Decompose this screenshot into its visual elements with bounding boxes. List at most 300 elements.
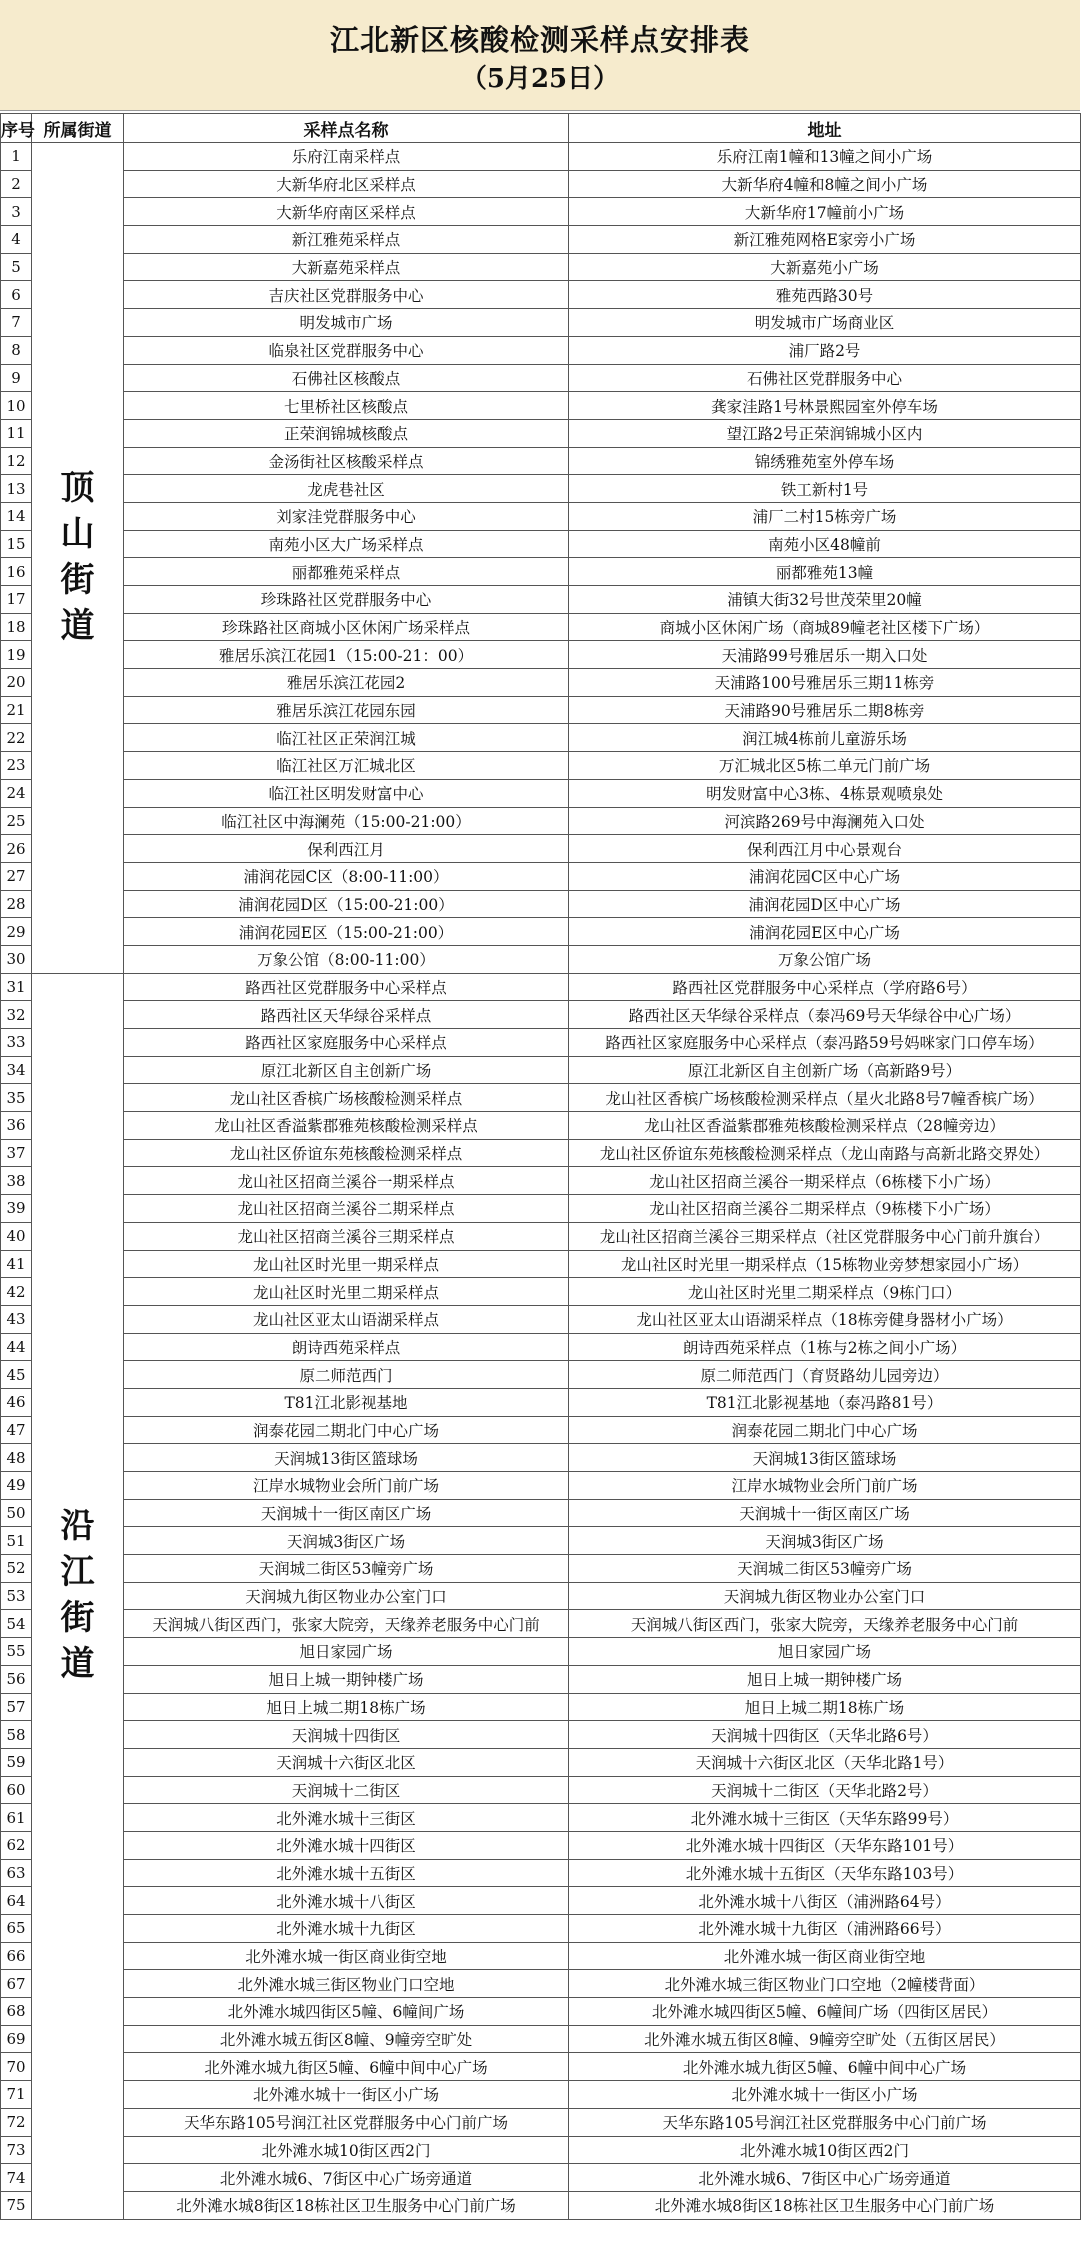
table-row [1, 1112, 1081, 1140]
row-site-name: 路西社区家庭服务中心采样点 [124, 1029, 569, 1057]
table-row [1, 918, 1081, 946]
row-site-name: 南苑小区大广场采样点 [124, 530, 569, 558]
row-seq: 73 [1, 2136, 32, 2164]
row-seq: 29 [1, 918, 32, 946]
table-row [1, 1942, 1081, 1970]
row-site-name: 北外滩水城十五街区 [124, 1859, 569, 1887]
row-seq: 24 [1, 779, 32, 807]
row-address: 天润城九街区物业办公室门口 [569, 1582, 1081, 1610]
row-site-name: 北外滩水城十八街区 [124, 1887, 569, 1915]
table-row [1, 1804, 1081, 1832]
header-seq: 序号 [1, 114, 32, 143]
row-site-name: 天润城十二街区 [124, 1776, 569, 1804]
table-row [1, 586, 1081, 614]
table-row [1, 696, 1081, 724]
table-row [1, 1305, 1081, 1333]
row-seq: 60 [1, 1776, 32, 1804]
row-address: 天润城十二街区（天华北路2号） [569, 1776, 1081, 1804]
row-seq: 68 [1, 1998, 32, 2026]
table-header-row [1, 114, 1081, 143]
table-row [1, 1776, 1081, 1804]
row-site-name: 七里桥社区核酸点 [124, 392, 569, 420]
table-row [1, 226, 1081, 254]
row-seq: 40 [1, 1222, 32, 1250]
row-site-name: 龙山社区招商兰溪谷三期采样点 [124, 1222, 569, 1250]
table-row [1, 862, 1081, 890]
row-address: 南苑小区48幢前 [569, 530, 1081, 558]
row-site-name: 浦润花园E区（15:00-21:00） [124, 918, 569, 946]
table-row [1, 1333, 1081, 1361]
row-seq: 21 [1, 696, 32, 724]
row-seq: 16 [1, 558, 32, 586]
row-address: 石佛社区党群服务中心 [569, 364, 1081, 392]
table-row [1, 1970, 1081, 1998]
row-site-name: 天润城二街区53幢旁广场 [124, 1555, 569, 1583]
table-row [1, 447, 1081, 475]
row-address: 乐府江南1幢和13幢之间小广场 [569, 143, 1081, 171]
table-row [1, 945, 1081, 973]
row-site-name: 临江社区正荣润江城 [124, 724, 569, 752]
table-row [1, 807, 1081, 835]
row-site-name: 北外滩水城十四街区 [124, 1831, 569, 1859]
table-row [1, 1222, 1081, 1250]
table-row [1, 1998, 1081, 2026]
row-site-name: 北外滩水城十一街区小广场 [124, 2081, 569, 2109]
row-site-name: 龙山社区香槟广场核酸检测采样点 [124, 1084, 569, 1112]
row-site-name: 雅居乐滨江花园东园 [124, 696, 569, 724]
row-seq: 65 [1, 1915, 32, 1943]
row-site-name: 龙山社区招商兰溪谷二期采样点 [124, 1195, 569, 1223]
row-seq: 23 [1, 752, 32, 780]
row-site-name: 临泉社区党群服务中心 [124, 336, 569, 364]
row-address: 润泰花园二期北门中心广场 [569, 1416, 1081, 1444]
row-site-name: 原江北新区自主创新广场 [124, 1056, 569, 1084]
table-row [1, 475, 1081, 503]
row-seq: 67 [1, 1970, 32, 1998]
row-address: 北外滩水城三街区物业门口空地（2幢楼背面） [569, 1970, 1081, 1998]
row-site-name: 刘家洼党群服务中心 [124, 502, 569, 530]
table-row [1, 419, 1081, 447]
row-address: 龙山社区亚太山语湖采样点（18栋旁健身器材小广场） [569, 1305, 1081, 1333]
row-seq: 54 [1, 1610, 32, 1638]
table-body [1, 143, 1081, 2220]
row-address: 北外滩水城8街区18栋社区卫生服务中心门前广场 [569, 2191, 1081, 2219]
row-address: 铁工新村1号 [569, 475, 1081, 503]
row-address: 北外滩水城十一街区小广场 [569, 2081, 1081, 2109]
row-seq: 10 [1, 392, 32, 420]
row-address: 天浦路100号雅居乐三期11栋旁 [569, 669, 1081, 697]
table-row [1, 530, 1081, 558]
row-seq: 70 [1, 2053, 32, 2081]
row-seq: 46 [1, 1388, 32, 1416]
row-seq: 51 [1, 1527, 32, 1555]
row-site-name: 龙山社区侨谊东苑核酸检测采样点 [124, 1139, 569, 1167]
row-seq: 45 [1, 1361, 32, 1389]
row-address: 北外滩水城四街区5幢、6幢间广场（四街区居民） [569, 1998, 1081, 2026]
row-site-name: 天华东路105号润江社区党群服务中心门前广场 [124, 2108, 569, 2136]
row-seq: 59 [1, 1748, 32, 1776]
street-cell [32, 143, 124, 974]
table-row [1, 1084, 1081, 1112]
row-seq: 13 [1, 475, 32, 503]
row-address: 望江路2号正荣润锦城小区内 [569, 419, 1081, 447]
sampling-sites-table [0, 113, 1081, 2220]
table-row [1, 1638, 1081, 1666]
row-address: 天华东路105号润江社区党群服务中心门前广场 [569, 2108, 1081, 2136]
row-address: 龙山社区招商兰溪谷一期采样点（6栋楼下小广场） [569, 1167, 1081, 1195]
row-site-name: 北外滩水城一街区商业街空地 [124, 1942, 569, 1970]
table-row [1, 1001, 1081, 1029]
table-row [1, 2053, 1081, 2081]
row-seq: 44 [1, 1333, 32, 1361]
table-row [1, 502, 1081, 530]
row-seq: 6 [1, 281, 32, 309]
row-address: 雅苑西路30号 [569, 281, 1081, 309]
row-seq: 57 [1, 1693, 32, 1721]
row-site-name: 明发城市广场 [124, 309, 569, 337]
table-row [1, 1167, 1081, 1195]
row-site-name: 雅居乐滨江花园2 [124, 669, 569, 697]
row-address: 河滨路269号中海澜苑入口处 [569, 807, 1081, 835]
row-site-name: 龙山社区招商兰溪谷一期采样点 [124, 1167, 569, 1195]
row-seq: 56 [1, 1665, 32, 1693]
row-seq: 31 [1, 973, 32, 1001]
row-address: 北外滩水城10街区西2门 [569, 2136, 1081, 2164]
table-row [1, 1029, 1081, 1057]
table-row [1, 198, 1081, 226]
row-seq: 42 [1, 1278, 32, 1306]
table-row [1, 1139, 1081, 1167]
row-address: 龙山社区时光里二期采样点（9栋门口） [569, 1278, 1081, 1306]
row-address: 龙山社区招商兰溪谷三期采样点（社区党群服务中心门前升旗台） [569, 1222, 1081, 1250]
row-address: 龙山社区香溢紫郡雅苑核酸检测采样点（28幢旁边） [569, 1112, 1081, 1140]
row-address: 大新嘉苑小广场 [569, 253, 1081, 281]
row-site-name: 天润城13街区篮球场 [124, 1444, 569, 1472]
row-address: 浦润花园E区中心广场 [569, 918, 1081, 946]
table-row [1, 143, 1081, 171]
table-row [1, 1195, 1081, 1223]
row-site-name: 北外滩水城四街区5幢、6幢间广场 [124, 1998, 569, 2026]
header-name: 采样点名称 [124, 114, 569, 143]
row-site-name: 珍珠路社区党群服务中心 [124, 586, 569, 614]
row-site-name: 大新华府北区采样点 [124, 170, 569, 198]
row-seq: 39 [1, 1195, 32, 1223]
row-address: 浦镇大街32号世茂荣里20幢 [569, 586, 1081, 614]
row-seq: 27 [1, 862, 32, 890]
table-row [1, 641, 1081, 669]
row-site-name: 金汤街社区核酸采样点 [124, 447, 569, 475]
row-site-name: 浦润花园C区（8:00-11:00） [124, 862, 569, 890]
table-row [1, 558, 1081, 586]
row-seq: 30 [1, 945, 32, 973]
row-address: 北外滩水城十四街区（天华东路101号） [569, 1831, 1081, 1859]
row-seq: 72 [1, 2108, 32, 2136]
row-address: 旭日上城一期钟楼广场 [569, 1665, 1081, 1693]
row-site-name: 浦润花园D区（15:00-21:00） [124, 890, 569, 918]
row-site-name: 丽都雅苑采样点 [124, 558, 569, 586]
row-address: 万象公馆广场 [569, 945, 1081, 973]
row-address: 大新华府17幢前小广场 [569, 198, 1081, 226]
row-address: 北外滩水城十八街区（浦洲路64号） [569, 1887, 1081, 1915]
row-seq: 52 [1, 1555, 32, 1583]
row-address: 北外滩水城九街区5幢、6幢中间中心广场 [569, 2053, 1081, 2081]
table-row [1, 1499, 1081, 1527]
row-address: 明发财富中心3栋、4栋景观喷泉处 [569, 779, 1081, 807]
row-site-name: 北外滩水城十九街区 [124, 1915, 569, 1943]
row-site-name: T81江北影视基地 [124, 1388, 569, 1416]
table-row [1, 281, 1081, 309]
row-address: 旭日上城二期18栋广场 [569, 1693, 1081, 1721]
row-seq: 35 [1, 1084, 32, 1112]
row-seq: 17 [1, 586, 32, 614]
row-site-name: 天润城十四街区 [124, 1721, 569, 1749]
table-row [1, 2108, 1081, 2136]
row-address: 路西社区党群服务中心采样点（学府路6号） [569, 973, 1081, 1001]
table-row [1, 973, 1081, 1001]
row-address: 锦绣雅苑室外停车场 [569, 447, 1081, 475]
row-site-name: 北外滩水城九街区5幢、6幢中间中心广场 [124, 2053, 569, 2081]
row-seq: 1 [1, 143, 32, 171]
table-row [1, 2191, 1081, 2219]
row-seq: 36 [1, 1112, 32, 1140]
row-seq: 53 [1, 1582, 32, 1610]
header-street: 所属街道 [32, 114, 124, 143]
row-address: 万汇城北区5栋二单元门前广场 [569, 752, 1081, 780]
street-name: 沿江街道 [60, 1506, 95, 1684]
row-site-name: 北外滩水城8街区18栋社区卫生服务中心门前广场 [124, 2191, 569, 2219]
row-site-name: 新江雅苑采样点 [124, 226, 569, 254]
row-seq: 55 [1, 1638, 32, 1666]
row-address: 明发城市广场商业区 [569, 309, 1081, 337]
table-row [1, 1056, 1081, 1084]
row-seq: 34 [1, 1056, 32, 1084]
row-seq: 19 [1, 641, 32, 669]
row-site-name: 大新嘉苑采样点 [124, 253, 569, 281]
row-seq: 25 [1, 807, 32, 835]
row-address: 江岸水城物业会所门前广场 [569, 1472, 1081, 1500]
row-site-name: 雅居乐滨江花园1（15:00-21：00） [124, 641, 569, 669]
row-seq: 69 [1, 2025, 32, 2053]
row-site-name: 珍珠路社区商城小区休闲广场采样点 [124, 613, 569, 641]
row-seq: 5 [1, 253, 32, 281]
table-row [1, 724, 1081, 752]
row-site-name: 龙山社区时光里一期采样点 [124, 1250, 569, 1278]
row-seq: 37 [1, 1139, 32, 1167]
row-site-name: 乐府江南采样点 [124, 143, 569, 171]
row-site-name: 天润城九街区物业办公室门口 [124, 1582, 569, 1610]
row-address: 天浦路90号雅居乐二期8栋旁 [569, 696, 1081, 724]
table-row [1, 1859, 1081, 1887]
row-seq: 48 [1, 1444, 32, 1472]
row-address: 北外滩水城十五街区（天华东路103号） [569, 1859, 1081, 1887]
row-address: T81江北影视基地（泰冯路81号） [569, 1388, 1081, 1416]
row-address: 原江北新区自主创新广场（高新路9号） [569, 1056, 1081, 1084]
row-site-name: 吉庆社区党群服务中心 [124, 281, 569, 309]
table-row [1, 2136, 1081, 2164]
row-site-name: 旭日家园广场 [124, 1638, 569, 1666]
row-seq: 66 [1, 1942, 32, 1970]
row-address: 浦润花园D区中心广场 [569, 890, 1081, 918]
table-row [1, 364, 1081, 392]
table-row [1, 1444, 1081, 1472]
row-site-name: 天润城十六街区北区 [124, 1748, 569, 1776]
row-seq: 4 [1, 226, 32, 254]
row-address: 天润城二街区53幢旁广场 [569, 1555, 1081, 1583]
row-seq: 32 [1, 1001, 32, 1029]
row-site-name: 北外滩水城10街区西2门 [124, 2136, 569, 2164]
row-seq: 41 [1, 1250, 32, 1278]
row-site-name: 旭日上城二期18栋广场 [124, 1693, 569, 1721]
row-site-name: 路西社区天华绿谷采样点 [124, 1001, 569, 1029]
row-seq: 47 [1, 1416, 32, 1444]
table-row [1, 1361, 1081, 1389]
street-name: 顶山街道 [60, 468, 95, 646]
table-row [1, 1665, 1081, 1693]
row-site-name: 天润城十一街区南区广场 [124, 1499, 569, 1527]
row-address: 浦厂路2号 [569, 336, 1081, 364]
table-row [1, 1388, 1081, 1416]
header-address: 地址 [569, 114, 1081, 143]
row-site-name: 朗诗西苑采样点 [124, 1333, 569, 1361]
row-address: 龙山社区侨谊东苑核酸检测采样点（龙山南路与高新北路交界处） [569, 1139, 1081, 1167]
row-site-name: 路西社区党群服务中心采样点 [124, 973, 569, 1001]
table-row [1, 2081, 1081, 2109]
table-row [1, 835, 1081, 863]
row-seq: 18 [1, 613, 32, 641]
row-site-name: 万象公馆（8:00-11:00） [124, 945, 569, 973]
row-address: 保利西江月中心景观台 [569, 835, 1081, 863]
row-address: 路西社区天华绿谷采样点（泰冯69号天华绿谷中心广场） [569, 1001, 1081, 1029]
row-address: 新江雅苑网格E家旁小广场 [569, 226, 1081, 254]
row-address: 北外滩水城五街区8幢、9幢旁空旷处（五街区居民） [569, 2025, 1081, 2053]
row-seq: 58 [1, 1721, 32, 1749]
table-row [1, 1472, 1081, 1500]
row-seq: 26 [1, 835, 32, 863]
row-seq: 71 [1, 2081, 32, 2109]
table-row [1, 752, 1081, 780]
row-site-name: 正荣润锦城核酸点 [124, 419, 569, 447]
row-site-name: 龙山社区时光里二期采样点 [124, 1278, 569, 1306]
row-address: 大新华府4幢和8幢之间小广场 [569, 170, 1081, 198]
row-seq: 50 [1, 1499, 32, 1527]
row-address: 天润城十一街区南区广场 [569, 1499, 1081, 1527]
row-seq: 38 [1, 1167, 32, 1195]
table-row [1, 890, 1081, 918]
row-site-name: 龙虎巷社区 [124, 475, 569, 503]
table-row [1, 253, 1081, 281]
row-site-name: 润泰花园二期北门中心广场 [124, 1416, 569, 1444]
row-seq: 20 [1, 669, 32, 697]
row-site-name: 旭日上城一期钟楼广场 [124, 1665, 569, 1693]
row-address: 北外滩水城十三街区（天华东路99号） [569, 1804, 1081, 1832]
row-seq: 15 [1, 530, 32, 558]
row-seq: 7 [1, 309, 32, 337]
table-row [1, 2164, 1081, 2192]
table-row [1, 1582, 1081, 1610]
row-address: 北外滩水城十九街区（浦洲路66号） [569, 1915, 1081, 1943]
row-address: 天润城十六街区北区（天华北路1号） [569, 1748, 1081, 1776]
table-row [1, 1693, 1081, 1721]
table-row [1, 1748, 1081, 1776]
row-seq: 28 [1, 890, 32, 918]
row-address: 天润城13街区篮球场 [569, 1444, 1081, 1472]
table-row [1, 336, 1081, 364]
row-seq: 2 [1, 170, 32, 198]
row-seq: 63 [1, 1859, 32, 1887]
row-site-name: 龙山社区亚太山语湖采样点 [124, 1305, 569, 1333]
table-row [1, 1915, 1081, 1943]
row-address: 天润城十四街区（天华北路6号） [569, 1721, 1081, 1749]
table-row [1, 1527, 1081, 1555]
row-address: 龙山社区香槟广场核酸检测采样点（星火北路8号7幢香槟广场） [569, 1084, 1081, 1112]
row-address: 原二师范西门（育贤路幼儿园旁边） [569, 1361, 1081, 1389]
row-site-name: 石佛社区核酸点 [124, 364, 569, 392]
page-subtitle: （5月25日） [460, 64, 620, 94]
row-address: 龙山社区时光里一期采样点（15栋物业旁梦想家园小广场） [569, 1250, 1081, 1278]
page-title: 江北新区核酸检测采样点安排表 [329, 23, 750, 57]
row-site-name: 原二师范西门 [124, 1361, 569, 1389]
table-row [1, 779, 1081, 807]
table-row [1, 613, 1081, 641]
table-row [1, 2025, 1081, 2053]
row-seq: 64 [1, 1887, 32, 1915]
row-seq: 49 [1, 1472, 32, 1500]
row-site-name: 保利西江月 [124, 835, 569, 863]
row-site-name: 北外滩水城三街区物业门口空地 [124, 1970, 569, 1998]
row-address: 天浦路99号雅居乐一期入口处 [569, 641, 1081, 669]
table-row [1, 392, 1081, 420]
table-row [1, 1555, 1081, 1583]
row-seq: 74 [1, 2164, 32, 2192]
row-site-name: 北外滩水城五街区8幢、9幢旁空旷处 [124, 2025, 569, 2053]
row-site-name: 临江社区明发财富中心 [124, 779, 569, 807]
row-seq: 33 [1, 1029, 32, 1057]
row-address: 朗诗西苑采样点（1栋与2栋之间小广场） [569, 1333, 1081, 1361]
row-seq: 61 [1, 1804, 32, 1832]
row-seq: 14 [1, 502, 32, 530]
table-row [1, 1610, 1081, 1638]
row-address: 旭日家园广场 [569, 1638, 1081, 1666]
table-row [1, 669, 1081, 697]
row-address: 北外滩水城6、7街区中心广场旁通道 [569, 2164, 1081, 2192]
table-row [1, 1887, 1081, 1915]
row-address: 路西社区家庭服务中心采样点（泰冯路59号妈咪家门口停车场） [569, 1029, 1081, 1057]
row-address: 丽都雅苑13幢 [569, 558, 1081, 586]
table-row [1, 1250, 1081, 1278]
row-address: 天润城3街区广场 [569, 1527, 1081, 1555]
table-row [1, 1278, 1081, 1306]
row-seq: 62 [1, 1831, 32, 1859]
row-address: 润江城4栋前儿童游乐场 [569, 724, 1081, 752]
table-row [1, 170, 1081, 198]
row-site-name: 临江社区万汇城北区 [124, 752, 569, 780]
table-row [1, 1721, 1081, 1749]
row-site-name: 天润城八街区西门，张家大院旁，天缘养老服务中心门前 [124, 1610, 569, 1638]
row-seq: 8 [1, 336, 32, 364]
row-site-name: 大新华府南区采样点 [124, 198, 569, 226]
row-seq: 11 [1, 419, 32, 447]
row-seq: 22 [1, 724, 32, 752]
row-site-name: 龙山社区香溢紫郡雅苑核酸检测采样点 [124, 1112, 569, 1140]
table-row [1, 1831, 1081, 1859]
title-banner [0, 0, 1080, 111]
table-row [1, 309, 1081, 337]
table-row [1, 1416, 1081, 1444]
row-site-name: 临江社区中海澜苑（15:00-21:00） [124, 807, 569, 835]
row-site-name: 江岸水城物业会所门前广场 [124, 1472, 569, 1500]
row-site-name: 北外滩水城十三街区 [124, 1804, 569, 1832]
row-address: 龙山社区招商兰溪谷二期采样点（9栋楼下小广场） [569, 1195, 1081, 1223]
